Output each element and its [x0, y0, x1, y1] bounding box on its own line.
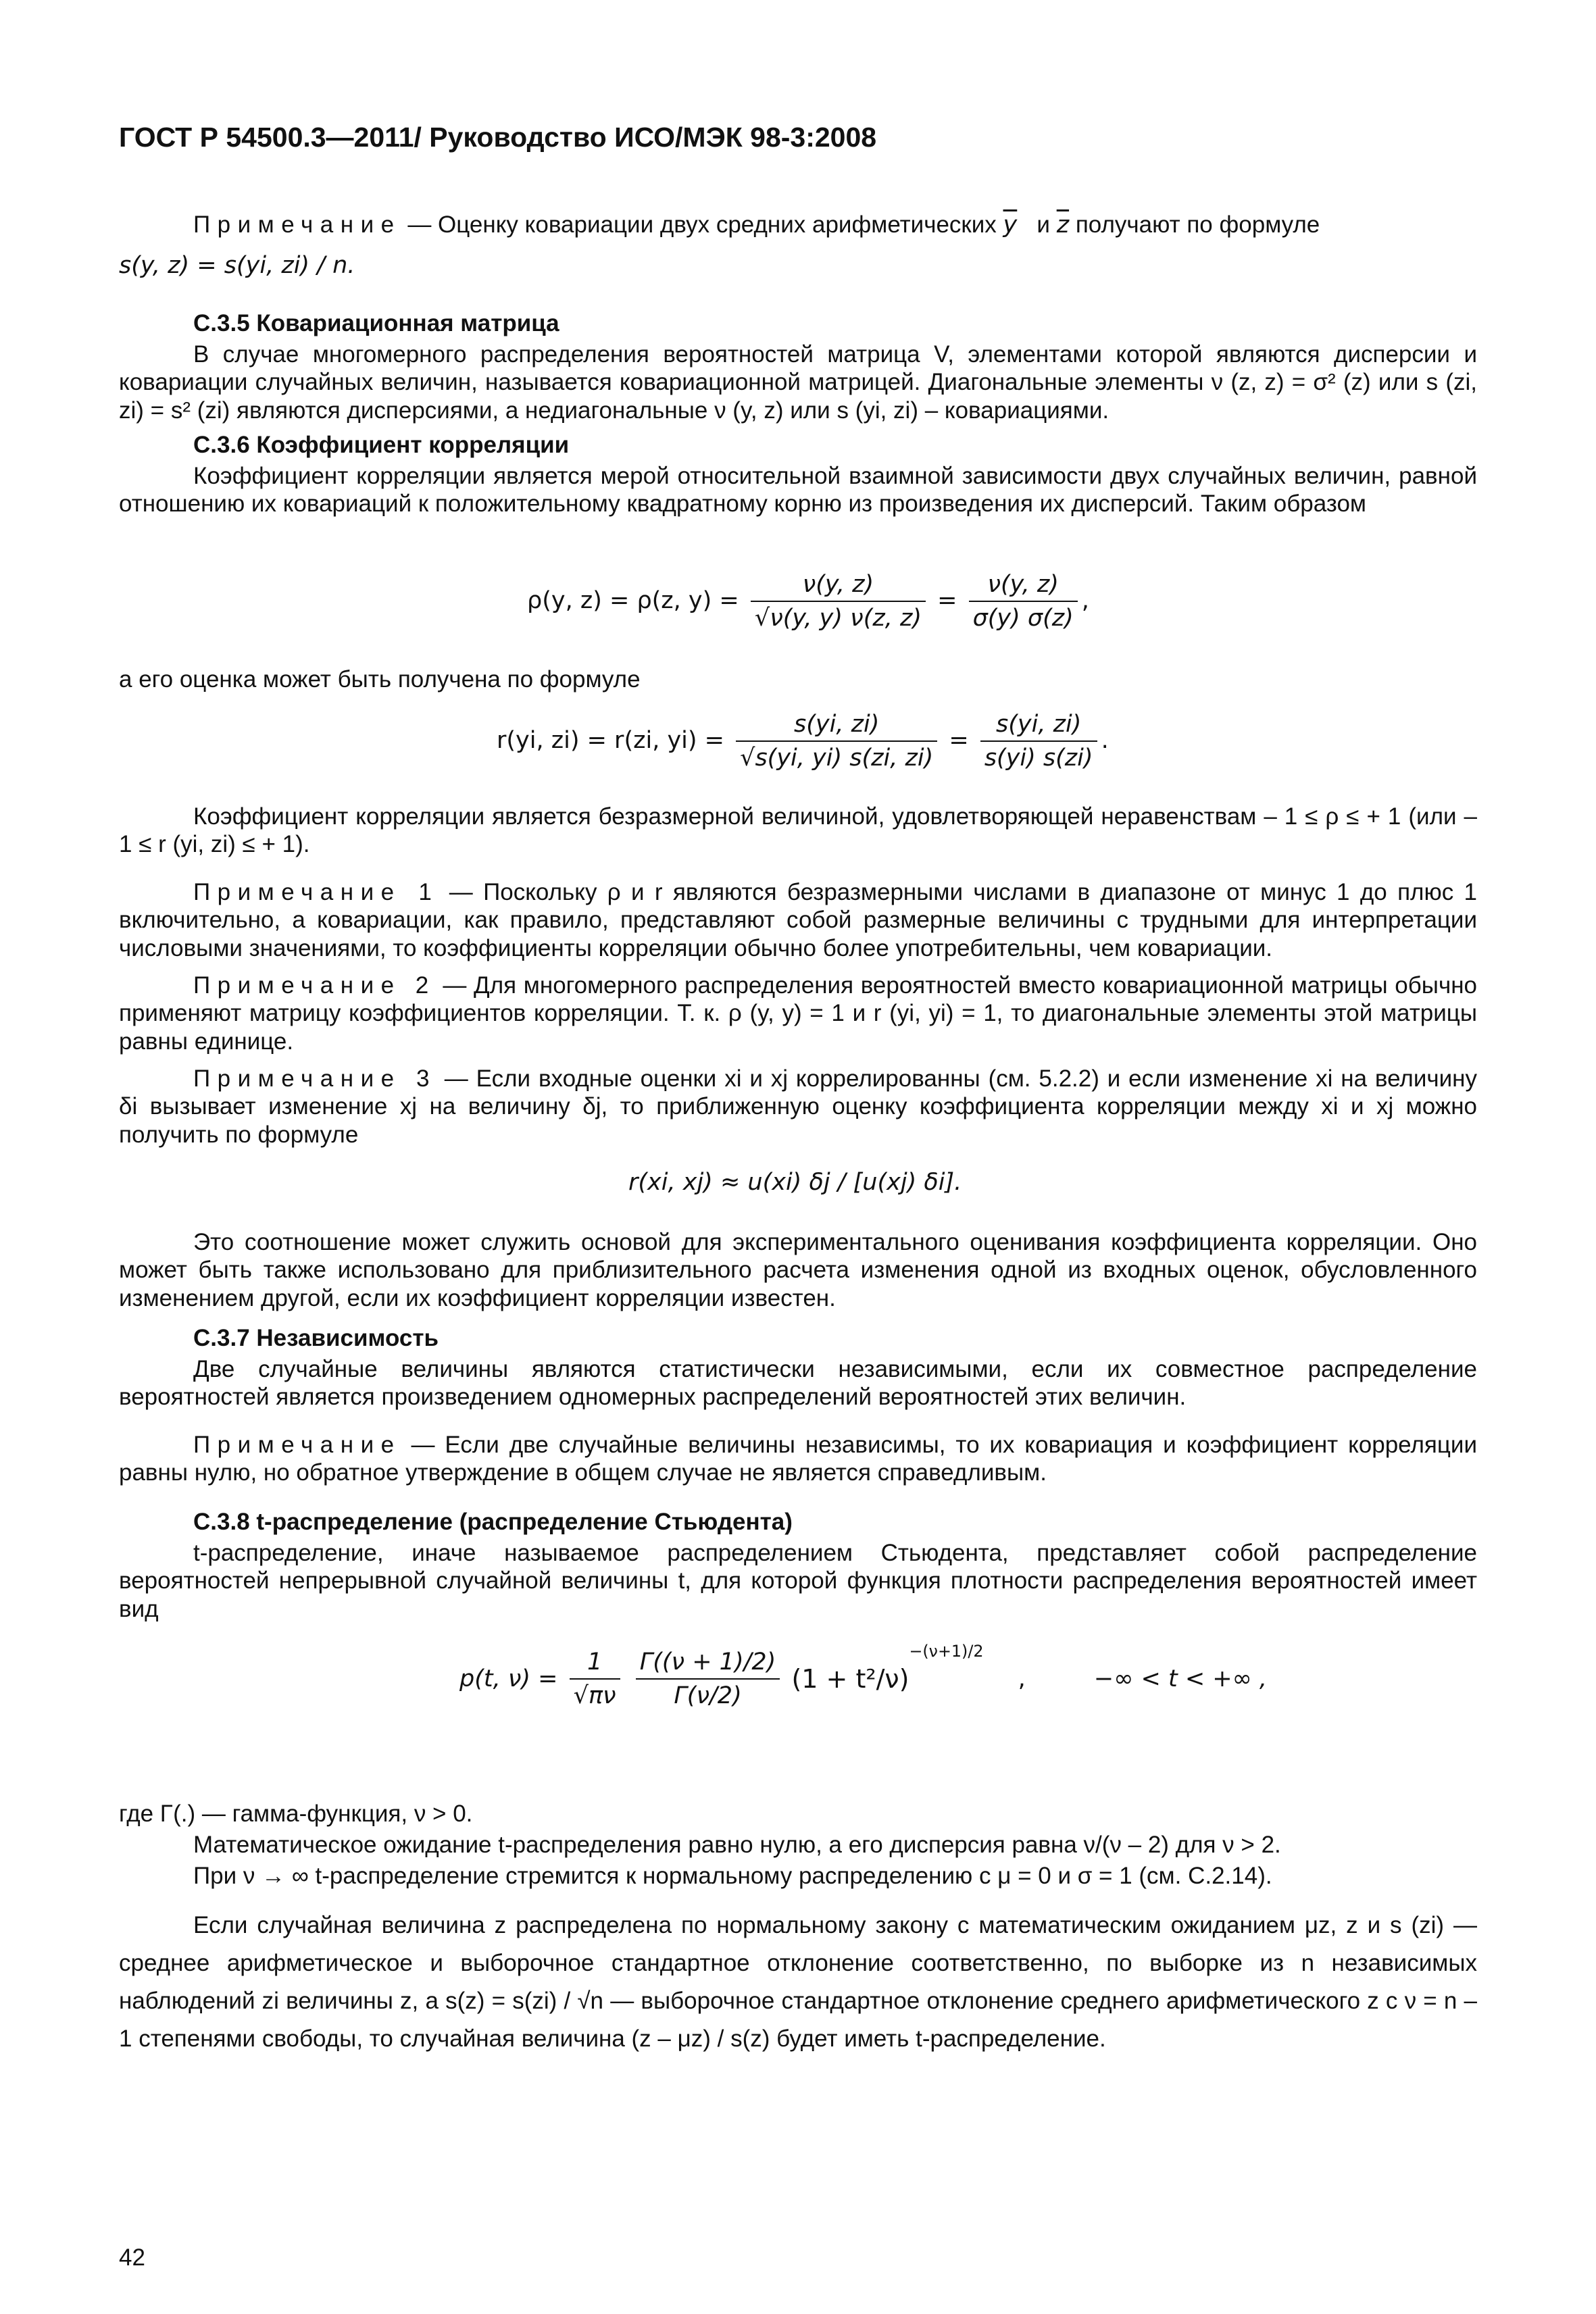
note-2: Примечание 2 — Для многомерного распределения вероятностей вместо ковариационной матрицы обычно применяют матрицу коэффициентов корреляции. Т. к. ρ (y, y) = 1 и r (yi, yi) = 1, то диагональные элементы этой матрицы равны единице.	[119, 972, 1477, 1055]
section-c38-text4: При ν → ∞ t-распределение стремится к нормальному распределению с μ = 0 и σ = 1 (см. С.2.14).	[193, 1863, 1272, 1889]
covariance-means-formula: s(y, z) = s(yi, zi) / n.	[119, 252, 355, 279]
page-number: 42	[119, 2244, 145, 2271]
section-c38-heading: С.3.8 t-распределение (распределение Стьюдента)	[193, 1509, 793, 1535]
section-c36-text4: Это соотношение может служить основой для экспериментального оценивания коэффициента корреляции. Оно может быть также использовано для приблизительного расчета изменения одной из входных оценок, обусловленного изменением другой, если их коэффициент корреляции известен.	[119, 1229, 1477, 1311]
note-3: Примечание 3 — Если входные оценки xi и xj коррелированны (см. 5.2.2) и если изменение xi на величину δi вызывает изменение xj на величину δj, то приближенную оценку коэффициента корреляции между xi и xj можно получить по формуле	[119, 1065, 1477, 1148]
section-c38-text5: Если случайная величина z распределена по нормальному закону с математическим ожиданием μz, z и s (zi) — среднее арифметическое и выборочное стандартное отклонение соответственно, по выборке из n независимых наблюдений zi величины z, а s(z) = s(zi) / √n — выборочное стандартное отклонение среднего арифметического z с ν = n – 1 степенями свободы, то случайная величина (z – μz) / s(z) будет иметь t-распределение.	[119, 1912, 1477, 2052]
note-1: Примечание 1 — Поскольку ρ и r являются безразмерными числами в диапазоне от минус 1 до плюс 1 включительно, а ковариации, как правило, представляют собой размерные величины с трудными для интерпретации числовыми значениями, то коэффициенты корреляции обычно более употребительны, чем ковариации.	[119, 879, 1477, 961]
note-independence: Примечание — Если две случайные величины независимы, то их ковариация и коэффициент корреляции равны нулю, но обратное утверждение в общем случае не является справедливым.	[119, 1432, 1477, 1486]
equation-correlation-estimate: r(yi, zi) = r(zi, yi) = $\frac{s(yi, zi)}{√s(yi, yi) s(zi, zi)}$ = $\frac{s(yi, zi)}{s(yi) s(zi)}$ .	[497, 711, 1109, 772]
document-header: ГОСТ Р 54500.3—2011/ Руководство ИСО/МЭК 98-3:2008	[119, 122, 877, 153]
section-c38-text3: Математическое ожидание t-распределения равно нулю, а его дисперсия равна ν/(ν – 2) для ν > 2.	[193, 1832, 1281, 1858]
note-formula	[119, 251, 1477, 280]
note-covariance-means: Примечание — Оценку ковариации двух средних арифметических $\overline{y}$ и $\overline{z}$ получают по формуле	[193, 211, 1320, 238]
equation-correlation-approx: r(xi, xj) ≈ u(xi) δj / [u(xj) δi].	[628, 1169, 962, 1196]
section-c36-text2: а его оценка может быть получена по формуле	[119, 666, 641, 693]
note-label: Примечание	[193, 211, 401, 238]
section-c36-text: Коэффициент корреляции является мерой относительной взаимной зависимости двух случайных величин, равной отношению их ковариаций к положительному квадратному корню из произведения их дисперсий. Таким образом	[119, 463, 1477, 518]
section-c36-text3: Коэффициент корреляции является безразмерной величиной, удовлетворяющей неравенствам – 1 ≤ ρ ≤ + 1 (или – 1 ≤ r (yi, zi) ≤ + 1).	[119, 803, 1477, 858]
equation-t-distribution: p(t, ν) = $\frac{1}{√\pi\nu}$ $\frac{\Gamma((\nu + 1)/2)}{\Gamma(\nu/2)}$ $(1 + t^2/\nu)^{-(\nu+1)/2}$ , −∞ < t < +∞ ,	[459, 1642, 1268, 1709]
section-c38-text: t-распределение, иначе называемое распределением Стьюдента, представляет собой распределение вероятностей непрерывной случайной величины t, для которой функция плотности распределения вероятностей имеет вид	[119, 1540, 1477, 1622]
section-c35-text: В случае многомерного распределения вероятностей матрица V, элементами которой являются дисперсии и ковариации случайных величин, называется ковариационной матрицей. Диагональные элементы ν (z, z) = σ² (z) или s (zi, zi) = s² (zi) являются дисперсиями, а недиагональные ν (y, z) или s (yi, zi) – ковариациями.	[119, 341, 1477, 424]
section-c37-heading: С.3.7 Независимость	[193, 1325, 439, 1351]
equation-correlation-coefficient: ρ(y, z) = ρ(z, y) = $\frac{\nu(y, z)}{√\nu(y, y) \nu(z, z)}$ = $\frac{\nu(y, z)}{\sigma(y) \sigma(z)}$ ,	[527, 571, 1089, 632]
section-c36-heading: С.3.6 Коэффициент корреляции	[193, 432, 570, 458]
section-c38-text2: где Γ(.) — гамма-функция, ν > 0.	[119, 1801, 473, 1827]
section-c35-heading: С.3.5 Ковариационная матрица	[193, 310, 559, 336]
section-c37-text: Две случайные величины являются статистически независимыми, если их совместное распределение вероятностей является произведением одномерных распределений вероятностей этих величин.	[119, 1356, 1477, 1411]
